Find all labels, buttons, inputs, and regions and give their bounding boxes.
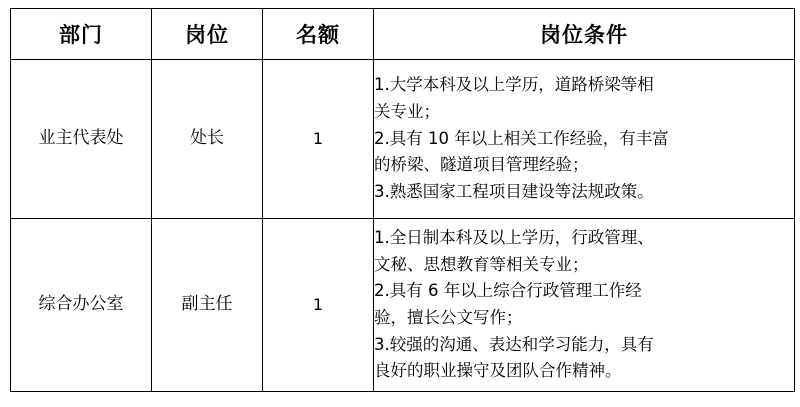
cell-department: 业主代表处 [11, 60, 152, 219]
cell-position: 副主任 [152, 219, 263, 392]
cell-requirements [374, 219, 795, 392]
cell-requirements [374, 60, 795, 219]
table-header [11, 9, 795, 60]
cell-quota: 1 [263, 60, 374, 219]
column-header-quota: 名额 [263, 9, 374, 60]
requirement-line: 的桥梁、隧道项目管理经验； [374, 155, 589, 175]
recruitment-table [10, 8, 795, 392]
requirement-line: 1.全日制本科及以上学历，行政管理、 [374, 227, 654, 247]
requirement-line: 验，擅长公文写作； [374, 308, 523, 327]
requirement-line: 关专业； [374, 101, 440, 121]
table-row [11, 60, 795, 219]
requirement-line: 3.熟悉国家工程项目建设等法规政策。 [374, 182, 654, 202]
column-header-department: 部门 [11, 9, 152, 60]
column-header-requirements: 岗位条件 [374, 9, 795, 60]
table-body [11, 60, 795, 392]
cell-department: 综合办公室 [11, 219, 152, 392]
column-header-position: 岗位 [152, 9, 263, 60]
requirement-line: 3.较强的沟通、表达和学习能力，具有 [374, 334, 654, 354]
requirement-line: 文秘、思想教育等相关专业； [374, 254, 589, 274]
cell-quota: 1 [263, 219, 374, 392]
requirement-line: 2.具有 10 年以上相关工作经验，有丰富 [374, 128, 669, 148]
requirement-line: 1.大学本科及以上学历，道路桥梁等相 [374, 75, 654, 95]
cell-position: 处长 [152, 60, 263, 219]
header-row [11, 9, 795, 60]
requirement-line: 良好的职业操守及团队合作精神。 [374, 361, 622, 381]
requirement-line: 2.具有 6 年以上综合行政管理工作经 [374, 281, 642, 301]
table-row [11, 219, 795, 392]
